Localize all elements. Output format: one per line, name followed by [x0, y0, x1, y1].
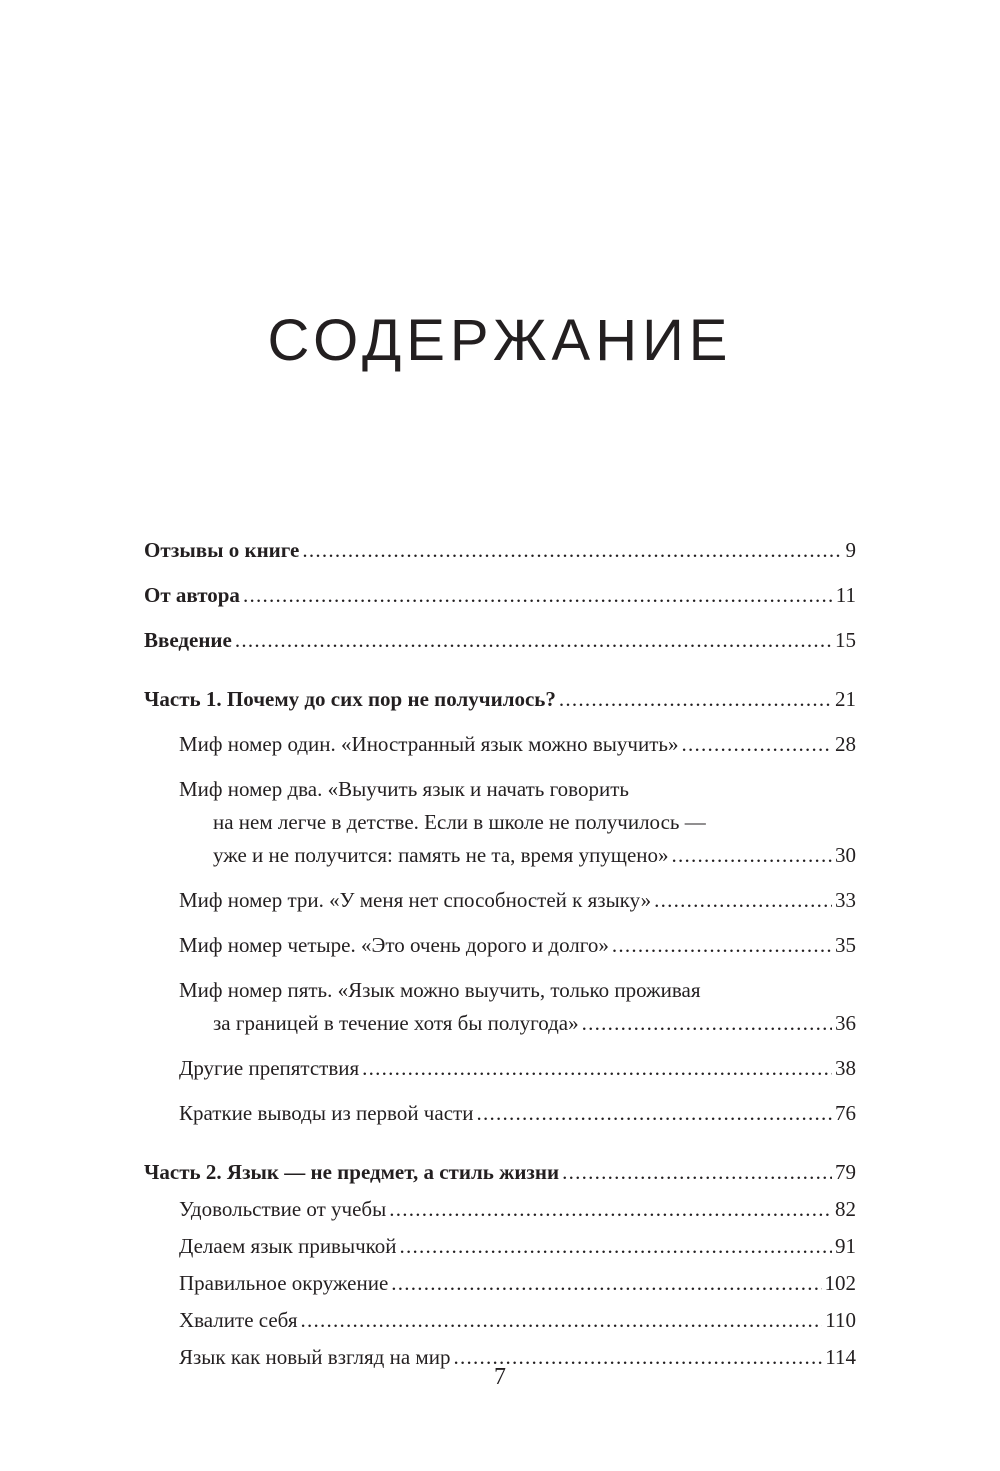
toc-entry-label: Хвалите себя: [179, 1308, 298, 1332]
toc-entry-label: Миф номер три. «У меня нет способностей к языку»: [179, 888, 652, 912]
toc-entry-page: 35: [835, 933, 856, 957]
toc-entry-label: Другие препятствия: [179, 1056, 360, 1080]
dot-leader: [389, 1193, 832, 1226]
toc-entry-label-line: на нем легче в детстве. Если в школе не получилось —: [213, 810, 706, 834]
toc-entry-label-line: Миф номер два. «Выучить язык и начать говорить: [179, 777, 629, 801]
toc-entry-myth2[interactable]: [144, 773, 856, 872]
toc-entry-page: 114: [825, 1345, 856, 1369]
dot-leader: [672, 839, 832, 872]
toc-entry-part1[interactable]: [144, 683, 856, 716]
toc-entry-label: Отзывы о книге: [144, 538, 300, 562]
dot-leader: [654, 884, 832, 917]
toc-entry-label: Правильное окружение: [179, 1271, 389, 1295]
dot-leader: [559, 683, 832, 716]
dot-leader: [235, 624, 832, 657]
toc-entry-habit[interactable]: [144, 1230, 856, 1263]
toc-entry-praise[interactable]: [144, 1304, 856, 1337]
dot-leader: [391, 1267, 821, 1300]
table-of-contents: [144, 534, 856, 1374]
toc-entry-page: 38: [835, 1056, 856, 1080]
page-title: СОДЕРЖАНИЕ: [267, 308, 733, 373]
dot-leader: [681, 728, 832, 761]
toc-entry-reviews[interactable]: [144, 534, 856, 567]
toc-entry-myth3[interactable]: [144, 884, 856, 917]
toc-entry-page: 82: [835, 1197, 856, 1221]
toc-entry-label: Язык как новый взгляд на мир: [179, 1345, 451, 1369]
toc-entry-pleasure[interactable]: [144, 1193, 856, 1226]
toc-entry-from-author[interactable]: [144, 579, 856, 612]
toc-entry-environment[interactable]: [144, 1267, 856, 1300]
dot-leader: [243, 579, 833, 612]
toc-entry-summary[interactable]: [144, 1097, 856, 1130]
toc-entry-last-line: [179, 1007, 856, 1040]
dot-leader: [362, 1052, 832, 1085]
toc-entry-myth1[interactable]: [144, 728, 856, 761]
toc-entry-label-line: за границей в течение хотя бы полугода»: [213, 1011, 579, 1035]
toc-entry-page: 36: [835, 1011, 856, 1035]
toc-entry-page: 30: [835, 843, 856, 867]
dot-leader: [301, 1304, 823, 1337]
toc-entry-label: Делаем язык привычкой: [179, 1234, 397, 1258]
toc-entry-page: 28: [835, 732, 856, 756]
page-number: 7: [494, 1364, 506, 1390]
dot-leader: [476, 1097, 832, 1130]
toc-entry-label: Краткие выводы из первой части: [179, 1101, 474, 1125]
dot-leader: [302, 534, 842, 567]
toc-entry-myth5[interactable]: [144, 974, 856, 1040]
dot-leader: [400, 1230, 832, 1263]
toc-entry-page: 15: [835, 628, 856, 652]
toc-entry-page: 9: [845, 538, 856, 562]
toc-entry-page: 21: [835, 687, 856, 711]
toc-entry-label: Миф номер один. «Иностранный язык можно выучить»: [179, 732, 679, 756]
toc-entry-page: 91: [835, 1234, 856, 1258]
dot-leader: [612, 929, 832, 962]
toc-entry-page: 79: [835, 1160, 856, 1184]
toc-entry-page: 76: [835, 1101, 856, 1125]
dot-leader: [562, 1156, 832, 1189]
toc-entry-page: 110: [825, 1308, 856, 1332]
toc-entry-label: Введение: [144, 628, 232, 652]
toc-entry-label: От автора: [144, 583, 240, 607]
dot-leader: [582, 1007, 832, 1040]
toc-entry-myth4[interactable]: [144, 929, 856, 962]
toc-entry-page: 102: [824, 1271, 856, 1295]
toc-entry-label: Часть 1. Почему до сих пор не получилось?: [144, 687, 556, 711]
toc-entry-label: Миф номер четыре. «Это очень дорого и долго»: [179, 933, 609, 957]
toc-entry-last-line: [179, 839, 856, 872]
toc-entry-obstacles[interactable]: [144, 1052, 856, 1085]
toc-entry-label: Удовольствие от учебы: [179, 1197, 387, 1221]
toc-entry-part2[interactable]: [144, 1156, 856, 1189]
toc-entry-label-line: уже и не получится: память не та, время упущено»: [213, 843, 669, 867]
toc-entry-label: Часть 2. Язык — не предмет, а стиль жизни: [144, 1160, 560, 1184]
toc-entry-page: 33: [835, 888, 856, 912]
toc-entry-label-line: Миф номер пять. «Язык можно выучить, только проживая: [179, 978, 701, 1002]
toc-entry-introduction[interactable]: [144, 624, 856, 657]
toc-entry-page: 11: [835, 583, 856, 607]
